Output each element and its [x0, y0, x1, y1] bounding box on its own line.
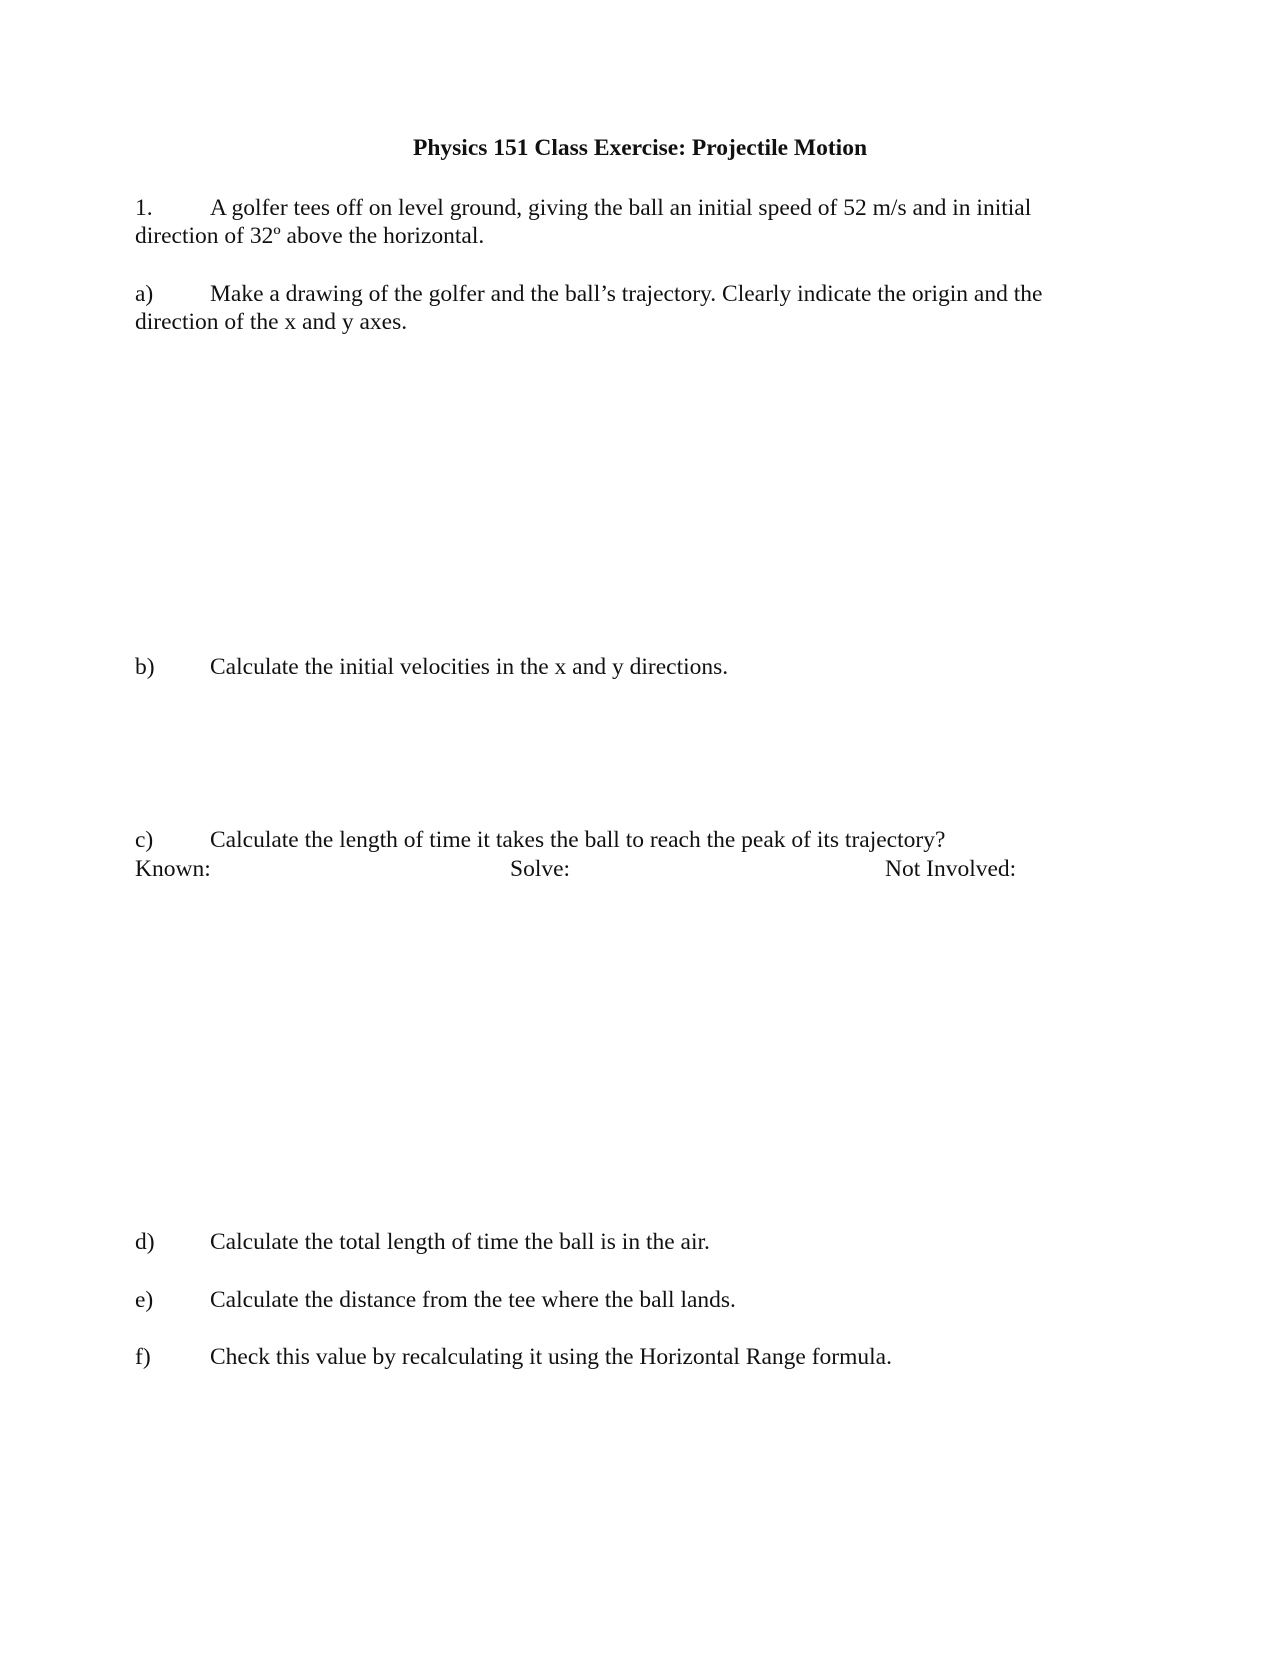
part-f-text: Check this value by recalculating it using the Horizontal Range formula. [210, 1344, 892, 1370]
part-a-label: a) [135, 281, 154, 307]
part-b-text: Calculate the initial velocities in the x and y directions. [210, 654, 729, 680]
part-e-label: e) [135, 1287, 154, 1313]
known-column-label: Known: [135, 856, 211, 882]
page-title: Physics 151 Class Exercise: Projectile Motion [412, 135, 868, 161]
part-f-label: f) [135, 1344, 151, 1370]
problem-number: 1. [135, 195, 153, 221]
part-c-label: c) [135, 827, 154, 853]
part-c-columns [135, 855, 1145, 883]
problem-1-line-1 [135, 194, 1145, 222]
part-a [135, 280, 1145, 336]
part-a-line-1 [135, 280, 1145, 308]
part-f [135, 1343, 1145, 1371]
part-e-text: Calculate the distance from the tee where the ball lands. [210, 1287, 736, 1313]
part-b-label: b) [135, 654, 155, 680]
part-b [135, 653, 1145, 681]
part-d [135, 1228, 1145, 1256]
part-c [135, 826, 1145, 854]
problem-text-line-1: A golfer tees off on level ground, giving the ball an initial speed of 52 m/s and in initial [210, 195, 1032, 221]
not-involved-column-label: Not Involved: [885, 856, 1017, 882]
problem-text-line-2: direction of 32º above the horizontal. [135, 223, 485, 249]
part-e [135, 1286, 1145, 1314]
part-a-text-line-1: Make a drawing of the golfer and the ball’s trajectory. Clearly indicate the origin and the [210, 281, 1043, 307]
part-c-text: Calculate the length of time it takes the ball to reach the peak of its trajectory? [210, 827, 946, 853]
solve-column-label: Solve: [510, 856, 571, 882]
part-a-text-line-2: direction of the x and y axes. [135, 309, 408, 335]
problem-1 [135, 194, 1145, 250]
part-d-text: Calculate the total length of time the ball is in the air. [210, 1229, 710, 1255]
part-d-label: d) [135, 1229, 155, 1255]
